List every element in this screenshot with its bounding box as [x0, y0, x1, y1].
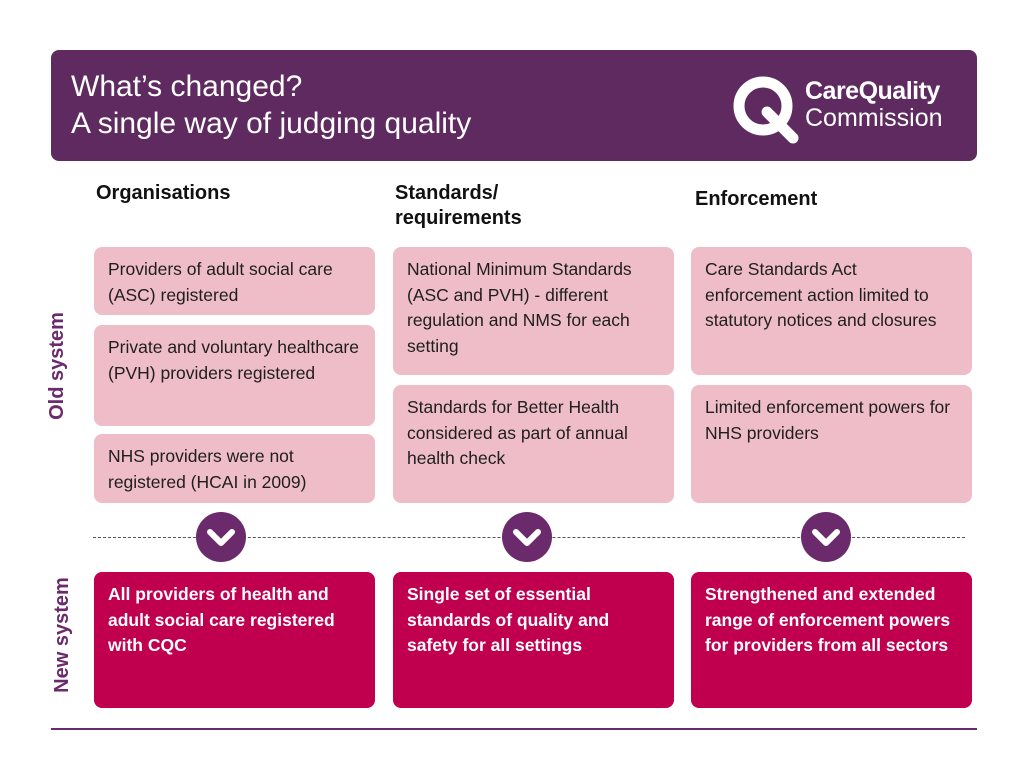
title-line-1: What’s changed? — [71, 70, 303, 103]
logo-text-line-1: CareQuality — [805, 77, 940, 105]
column-heading-enforcement: Enforcement — [695, 188, 818, 210]
arrow-organisations — [196, 512, 246, 562]
chevron-down-icon — [801, 512, 851, 562]
column-heading-standards-line-1: Standards/ — [395, 182, 499, 204]
chevron-down-icon — [502, 512, 552, 562]
logo-text-line-2: Commission — [805, 104, 943, 132]
chevron-down-icon — [196, 512, 246, 562]
old-organisations-box-2: Private and voluntary healthcare (PVH) providers registered — [94, 325, 375, 426]
cqc-logo — [731, 72, 961, 144]
old-enforcement-box-2: Limited enforcement powers for NHS providers — [691, 385, 972, 503]
new-standards-box: Single set of essential standards of quality and safety for all settings — [393, 572, 674, 708]
new-enforcement-box: Strengthened and extended range of enforcement powers for providers from all sectors — [691, 572, 972, 708]
side-label-old-system: Old system — [46, 312, 68, 420]
old-standards-box-2: Standards for Better Health considered as part of annual health check — [393, 385, 674, 503]
new-organisations-box: All providers of health and adult social care registered with CQC — [94, 572, 375, 708]
page-title — [71, 68, 471, 142]
old-enforcement-box-1: Care Standards Act enforcement action limited to statutory notices and closures — [691, 247, 972, 375]
side-label-new-system: New system — [51, 577, 73, 693]
column-heading-organisations: Organisations — [96, 182, 231, 204]
column-heading-standards — [395, 181, 522, 231]
arrow-standards — [502, 512, 552, 562]
cqc-logo-icon — [731, 72, 801, 144]
old-standards-box-1: National Minimum Standards (ASC and PVH) - different regulation and NMS for each setting — [393, 247, 674, 375]
column-heading-standards-line-2: requirements — [395, 207, 522, 229]
bottom-rule — [51, 728, 977, 730]
arrow-enforcement — [801, 512, 851, 562]
header-banner — [51, 50, 977, 161]
title-line-2: A single way of judging quality — [71, 107, 472, 140]
old-organisations-box-3: NHS providers were not registered (HCAI in 2009) — [94, 434, 375, 503]
old-organisations-box-1: Providers of adult social care (ASC) registered — [94, 247, 375, 315]
